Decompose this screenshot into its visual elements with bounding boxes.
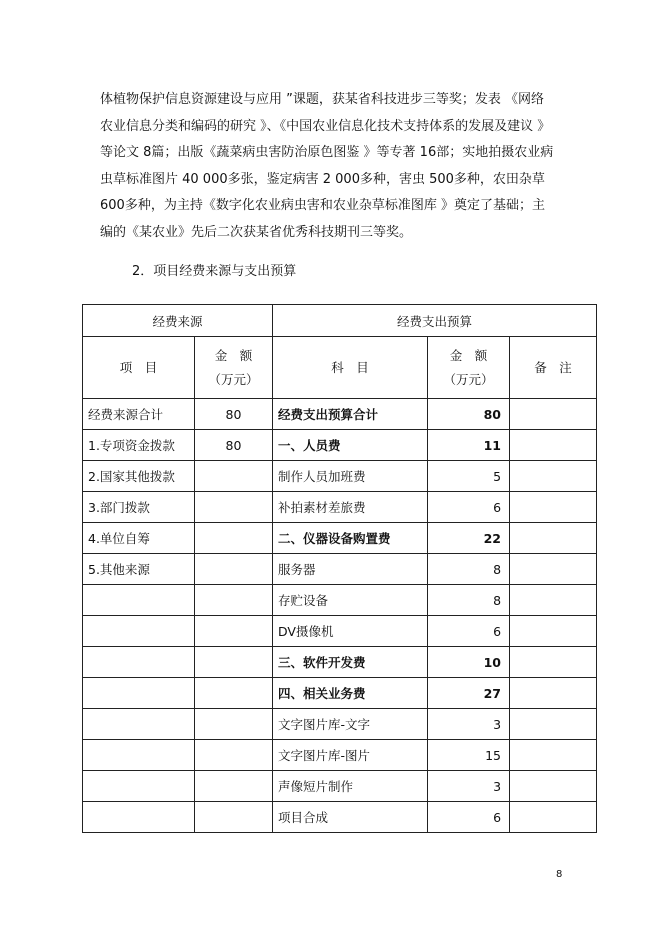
source-amount-cell bbox=[195, 492, 273, 523]
source-item-cell: 1.专项资金拨款 bbox=[83, 430, 195, 461]
table-row bbox=[83, 430, 597, 461]
source-item-cell bbox=[83, 585, 195, 616]
remark-cell bbox=[510, 802, 597, 833]
source-amount-cell bbox=[195, 740, 273, 771]
source-amount-cell bbox=[195, 585, 273, 616]
budget-subject-cell: 声像短片制作 bbox=[273, 771, 428, 802]
budget-amount-cell: 6 bbox=[428, 492, 510, 523]
budget-subject-cell: 存贮设备 bbox=[273, 585, 428, 616]
source-item-cell: 2.国家其他拨款 bbox=[83, 461, 195, 492]
budget-subject-cell: 服务器 bbox=[273, 554, 428, 585]
paragraph-line: 等论文 8篇；出版《蔬菜病虫害防治原色图鉴 》等专著 16部；实地拍摄农业病 bbox=[100, 145, 554, 160]
budget-subject-cell: 制作人员加班费 bbox=[273, 461, 428, 492]
budget-subject-cell: DV摄像机 bbox=[273, 616, 428, 647]
source-amount-cell bbox=[195, 461, 273, 492]
col-budget-amount-label: 金 额 bbox=[449, 347, 488, 363]
source-amount-cell bbox=[195, 771, 273, 802]
budget-amount-cell: 6 bbox=[428, 802, 510, 833]
budget-amount-cell: 8 bbox=[428, 585, 510, 616]
source-item-cell: 经费来源合计 bbox=[83, 399, 195, 430]
source-item-cell bbox=[83, 709, 195, 740]
header-funding-source: 经费来源 bbox=[83, 305, 273, 337]
source-item-cell bbox=[83, 802, 195, 833]
table-subheader-row bbox=[83, 337, 597, 399]
budget-subject-cell: 三、软件开发费 bbox=[273, 647, 428, 678]
remark-cell bbox=[510, 678, 597, 709]
budget-amount-cell: 27 bbox=[428, 678, 510, 709]
source-amount-cell bbox=[195, 647, 273, 678]
source-item-cell: 4.单位自筹 bbox=[83, 523, 195, 554]
col-item: 项 目 bbox=[83, 337, 195, 399]
table-row bbox=[83, 554, 597, 585]
remark-cell bbox=[510, 616, 597, 647]
paragraph-line: 虫草标准图片 40 000多张，鉴定病害 2 000多种，害虫 500多种，农田杂草 bbox=[100, 171, 545, 187]
budget-subject-cell: 一、人员费 bbox=[273, 430, 428, 461]
col-budget-amount-unit: （万元） bbox=[443, 371, 494, 387]
budget-amount-cell: 5 bbox=[428, 461, 510, 492]
remark-cell bbox=[510, 523, 597, 554]
source-item-cell bbox=[83, 740, 195, 771]
source-amount-cell bbox=[195, 523, 273, 554]
source-amount-cell: 80 bbox=[195, 430, 273, 461]
col-remarks: 备 注 bbox=[510, 337, 597, 399]
table-row bbox=[83, 461, 597, 492]
table-row bbox=[83, 399, 597, 430]
table-row bbox=[83, 585, 597, 616]
table-row bbox=[83, 771, 597, 802]
remark-cell bbox=[510, 647, 597, 678]
source-amount-cell bbox=[195, 802, 273, 833]
budget-amount-cell: 3 bbox=[428, 771, 510, 802]
header-budget: 经费支出预算 bbox=[273, 305, 597, 337]
remark-cell bbox=[510, 585, 597, 616]
body-paragraph bbox=[100, 87, 570, 246]
paragraph-line: 600多种，为主持《数字化农业病虫害和农业杂草标准图库 》奠定了基础；主 bbox=[100, 198, 545, 213]
budget-amount-cell: 6 bbox=[428, 616, 510, 647]
table-row bbox=[83, 523, 597, 554]
col-amount-unit: （万元） bbox=[208, 371, 259, 387]
remark-cell bbox=[510, 399, 597, 430]
paragraph-line: 体植物保护信息资源建设与应用 ”课题，获某省科技进步三等奖；发表 《网络 bbox=[100, 92, 544, 107]
paragraph-line: 编的《某农业》先后二次获某省优秀科技期刊三等奖。 bbox=[100, 224, 413, 240]
source-item-cell bbox=[83, 647, 195, 678]
remark-cell bbox=[510, 554, 597, 585]
source-item-cell: 3.部门拨款 bbox=[83, 492, 195, 523]
col-subject: 科 目 bbox=[273, 337, 428, 399]
source-amount-cell bbox=[195, 554, 273, 585]
col-amount bbox=[195, 337, 273, 399]
budget-table bbox=[82, 304, 597, 833]
budget-amount-cell: 3 bbox=[428, 709, 510, 740]
section-heading: 2．项目经费来源与支出预算 bbox=[132, 264, 297, 279]
source-amount-cell bbox=[195, 709, 273, 740]
source-item-cell: 5.其他来源 bbox=[83, 554, 195, 585]
remark-cell bbox=[510, 771, 597, 802]
budget-amount-cell: 10 bbox=[428, 647, 510, 678]
source-item-cell bbox=[83, 771, 195, 802]
col-budget-amount bbox=[428, 337, 510, 399]
budget-amount-cell: 22 bbox=[428, 523, 510, 554]
budget-amount-cell: 11 bbox=[428, 430, 510, 461]
table-row bbox=[83, 709, 597, 740]
remark-cell bbox=[510, 740, 597, 771]
budget-subject-cell: 文字图片库-文字 bbox=[273, 709, 428, 740]
remark-cell bbox=[510, 709, 597, 740]
budget-subject-cell: 四、相关业务费 bbox=[273, 678, 428, 709]
budget-amount-cell: 8 bbox=[428, 554, 510, 585]
col-amount-label: 金 额 bbox=[214, 347, 253, 363]
page-number: 8 bbox=[556, 869, 563, 880]
remark-cell bbox=[510, 430, 597, 461]
budget-subject-cell: 文字图片库-图片 bbox=[273, 740, 428, 771]
source-item-cell bbox=[83, 616, 195, 647]
table-row bbox=[83, 678, 597, 709]
budget-subject-cell: 补拍素材差旅费 bbox=[273, 492, 428, 523]
budget-amount-cell: 80 bbox=[428, 399, 510, 430]
table-header-row bbox=[83, 305, 597, 337]
budget-subject-cell: 经费支出预算合计 bbox=[273, 399, 428, 430]
source-amount-cell: 80 bbox=[195, 399, 273, 430]
budget-subject-cell: 项目合成 bbox=[273, 802, 428, 833]
budget-amount-cell: 15 bbox=[428, 740, 510, 771]
source-item-cell bbox=[83, 678, 195, 709]
budget-subject-cell: 二、仪器设备购置费 bbox=[273, 523, 428, 554]
source-amount-cell bbox=[195, 678, 273, 709]
table-row bbox=[83, 740, 597, 771]
table-row bbox=[83, 616, 597, 647]
table-row bbox=[83, 492, 597, 523]
paragraph-line: 农业信息分类和编码的研究 》、《中国农业信息化技术支持体系的发展及建议 》 bbox=[100, 118, 551, 134]
source-amount-cell bbox=[195, 616, 273, 647]
remark-cell bbox=[510, 461, 597, 492]
table-row bbox=[83, 647, 597, 678]
remark-cell bbox=[510, 492, 597, 523]
table-row bbox=[83, 802, 597, 833]
